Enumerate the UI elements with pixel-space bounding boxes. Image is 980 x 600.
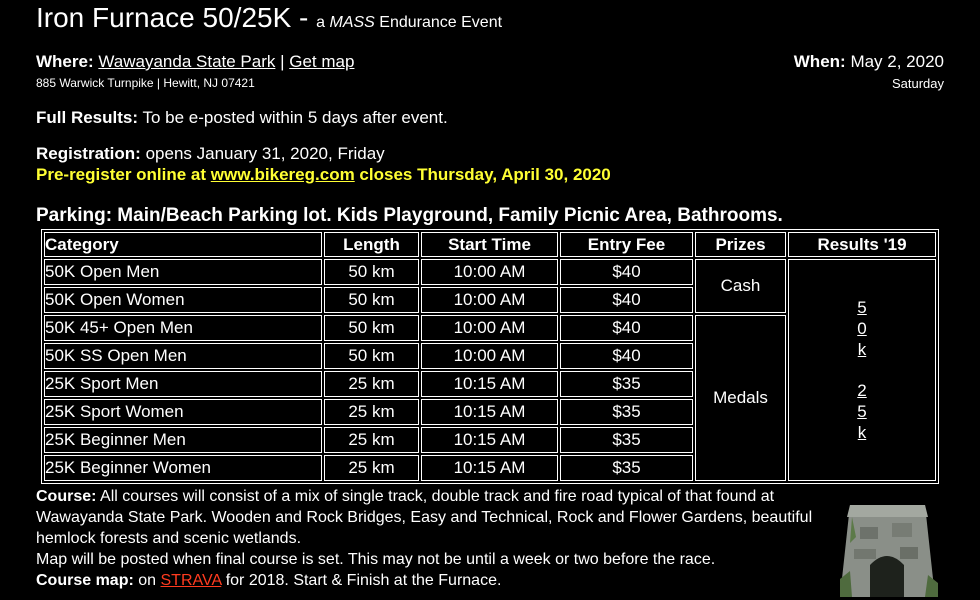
table-row [44,259,936,285]
cell-entry-fee: $40 [560,259,693,285]
course-info [36,486,816,591]
cell-entry-fee: $35 [560,371,693,397]
cell-length: 25 km [324,371,419,397]
cell-start-time: 10:00 AM [421,343,558,369]
bikereg-link[interactable]: www.bikereg.com [210,165,355,184]
prize-cash: Cash [695,259,786,313]
header-results: Results '19 [788,232,936,257]
cell-length: 50 km [324,287,419,313]
cell-length: 50 km [324,259,419,285]
subtitle-suffix: Endurance Event [374,14,503,31]
cell-category: 50K SS Open Men [44,343,322,369]
cell-entry-fee: $35 [560,455,693,481]
cell-start-time: 10:15 AM [421,455,558,481]
results-50k-link[interactable] [855,297,869,360]
cell-entry-fee: $40 [560,343,693,369]
get-map-link[interactable]: Get map [289,52,355,71]
registration-label: Registration: [36,144,141,163]
cell-length: 50 km [324,343,419,369]
header-prizes: Prizes [695,232,786,257]
course-map-suffix: for 2018. Start & Finish at the Furnace. [221,572,502,589]
preregister-line [36,165,611,185]
parking-info: Parking: Main/Beach Parking lot. Kids Playground, Family Picnic Area, Bathrooms. [36,205,783,226]
cell-category: 50K Open Women [44,287,322,313]
cell-entry-fee: $35 [560,427,693,453]
course-map-note: Map will be posted when final course is set. This may not be until a week or two before the race. [36,551,716,568]
results-25k-letter: 2 5 k [857,381,867,442]
course-label: Course: [36,488,97,505]
iron-furnace-photo [830,487,945,597]
cell-entry-fee: $40 [560,315,693,341]
park-link[interactable]: Wawayanda State Park [98,52,276,71]
when-label: When: [793,52,846,71]
cell-length: 50 km [324,315,419,341]
full-results-line [36,108,448,128]
header-length: Length [324,232,419,257]
header-start-time: Start Time [421,232,558,257]
page-title [36,2,502,34]
address: 885 Warwick Turnpike | Hewitt, NJ 07421 [36,76,255,90]
cell-length: 25 km [324,455,419,481]
course-map-prefix: on [138,572,161,589]
where-separator: | [275,52,290,71]
full-results-label: Full Results: [36,108,139,127]
category-table [41,229,939,484]
cell-entry-fee: $40 [560,287,693,313]
preregister-prefix: Pre-register online at [36,165,211,184]
where-line [36,52,354,72]
cell-length: 25 km [324,427,419,453]
cell-start-time: 10:00 AM [421,287,558,313]
cell-category: 50K Open Men [44,259,322,285]
when-line [794,52,944,72]
cell-start-time: 10:15 AM [421,371,558,397]
cell-length: 25 km [324,399,419,425]
results-25k-link[interactable] [855,380,869,443]
cell-start-time: 10:15 AM [421,427,558,453]
course-text: All courses will consist of a mix of single track, double track and fire road typical of that found at Wawayanda State Park. Wooden and Rock Bridges, Easy and Technical, Rock and Flower Gardens, beautiful hemlock forests and scenic wetlands. [36,488,813,547]
cell-entry-fee: $35 [560,399,693,425]
title-main: Iron Furnace 50/25K - [36,2,317,33]
prize-medals: Medals [695,315,786,481]
course-map-label: Course map: [36,572,134,589]
registration-line [36,144,385,164]
cell-start-time: 10:15 AM [421,399,558,425]
preregister-suffix: closes Thursday, April 30, 2020 [354,165,611,184]
results-50k-letter: 5 0 k [857,298,867,359]
strava-link[interactable]: STRAVA [160,572,222,589]
full-results-text: To be e-posted within 5 days after event. [142,108,448,127]
event-date: May 2, 2020 [850,52,944,71]
header-entry-fee: Entry Fee [560,232,693,257]
cell-category: 50K 45+ Open Men [44,315,322,341]
table-header-row [44,232,936,257]
results-cell [788,259,936,481]
subtitle-prefix: a [316,14,330,31]
header-category: Category [44,232,322,257]
where-label: Where: [36,52,94,71]
cell-category: 25K Sport Men [44,371,322,397]
cell-category: 25K Beginner Women [44,455,322,481]
registration-text: opens January 31, 2020, Friday [145,144,385,163]
subtitle-mass: MASS [329,14,375,31]
title-subtitle [316,14,502,31]
cell-category: 25K Sport Women [44,399,322,425]
cell-start-time: 10:00 AM [421,259,558,285]
event-day: Saturday [891,76,944,91]
cell-start-time: 10:00 AM [421,315,558,341]
cell-category: 25K Beginner Men [44,427,322,453]
